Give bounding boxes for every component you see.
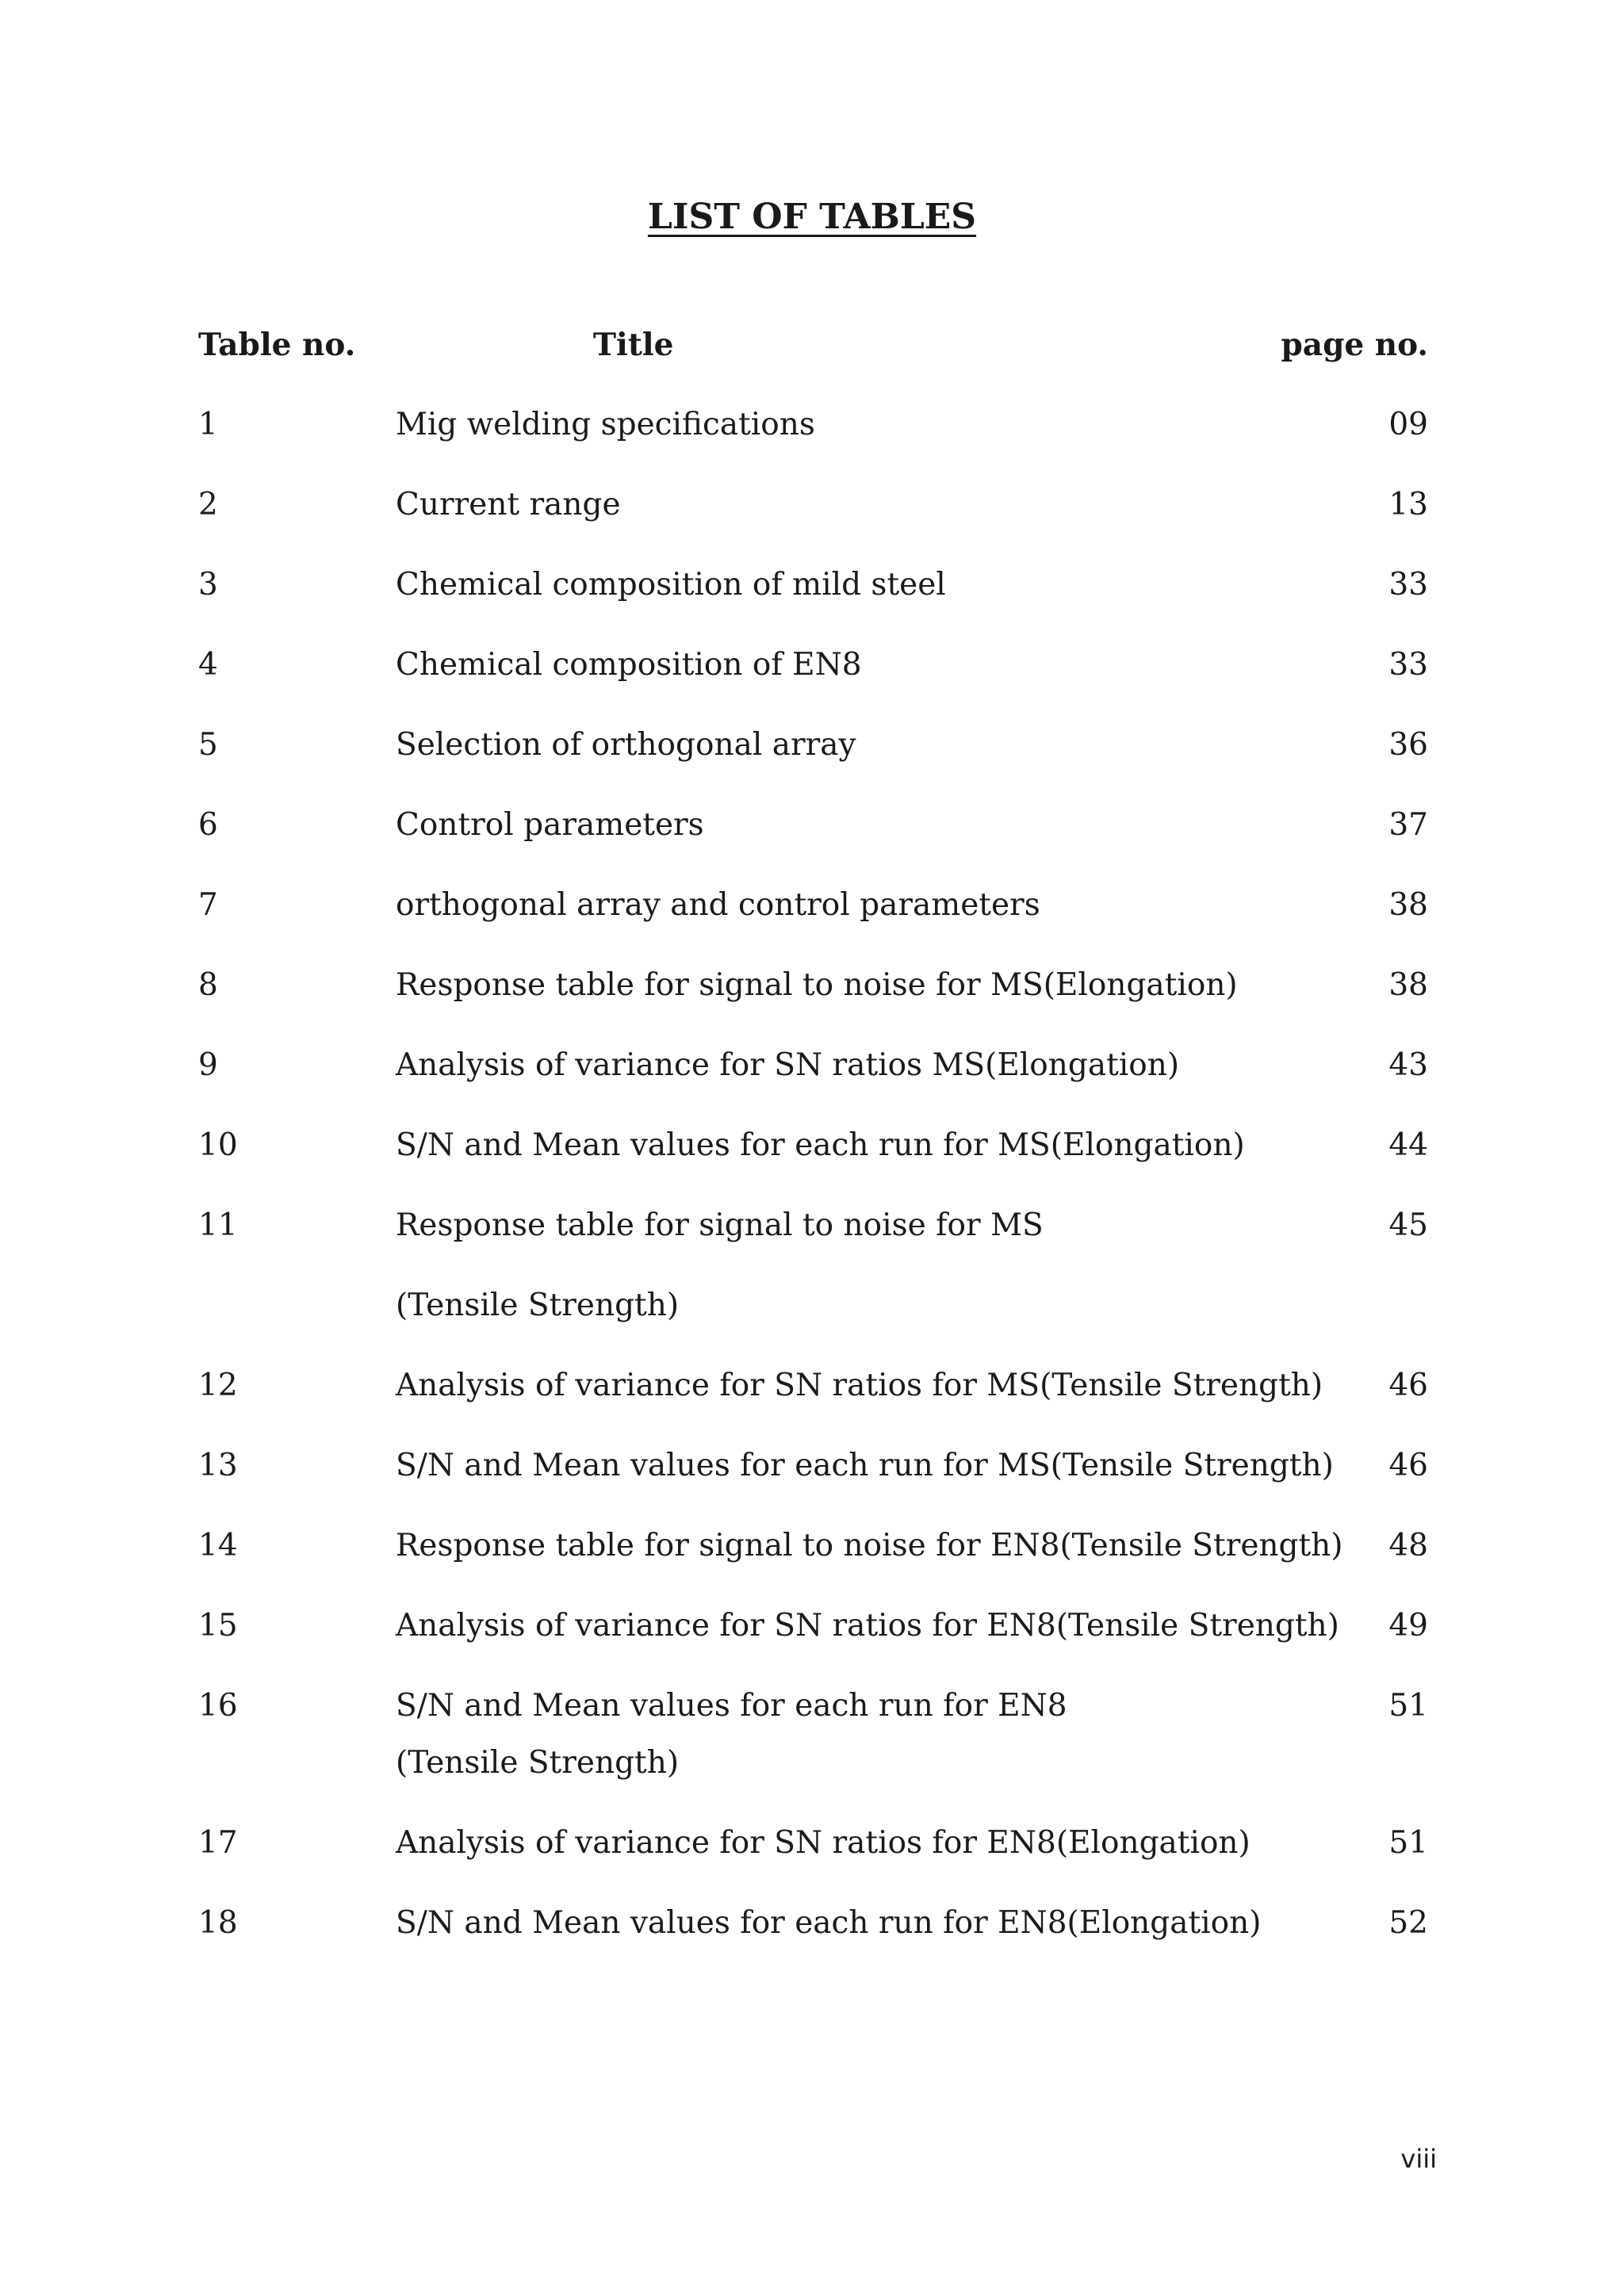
table-number: 7 <box>198 887 218 923</box>
table-row <box>198 717 1428 797</box>
page-heading-text: LIST OF TABLES <box>647 197 977 237</box>
table-number: 17 <box>198 1825 238 1861</box>
table-number: 18 <box>198 1905 238 1941</box>
table-title: Analysis of variance for SN ratios for EN8(Tensile Strength) <box>396 1608 1339 1644</box>
table-row <box>198 877 1428 957</box>
table-page-number: 38 <box>1388 967 1428 1003</box>
table-row <box>198 1678 1428 1815</box>
table-page-number: 45 <box>1388 1207 1428 1243</box>
table-list <box>198 396 1428 1975</box>
table-title: Analysis of variance for SN ratios for EN8(Elongation) <box>396 1825 1251 1861</box>
table-page-number: 44 <box>1388 1127 1428 1163</box>
table-title: Chemical composition of EN8 <box>396 647 862 683</box>
table-row <box>198 1598 1428 1678</box>
table-number: 14 <box>198 1528 238 1563</box>
table-page-number: 13 <box>1388 487 1428 522</box>
table-title: Response table for signal to noise for MS(Elongation) <box>396 967 1238 1003</box>
table-number: 15 <box>198 1608 238 1644</box>
table-row <box>198 637 1428 717</box>
column-header-title: Title <box>593 327 674 363</box>
column-header-table-no: Table no. <box>198 327 356 363</box>
table-title: S/N and Mean values for each run for MS(Tensile Strength) <box>396 1448 1334 1483</box>
table-number: 10 <box>198 1127 238 1163</box>
column-header-page-no: page no. <box>1281 327 1428 363</box>
table-number: 11 <box>198 1207 238 1243</box>
table-page-number: 38 <box>1388 887 1428 923</box>
table-title: S/N and Mean values for each run for EN8(Elongation) <box>396 1905 1262 1941</box>
table-number: 16 <box>198 1688 238 1724</box>
table-row <box>198 957 1428 1037</box>
table-row <box>198 396 1428 476</box>
table-row <box>198 1197 1428 1357</box>
table-page-number: 46 <box>1388 1368 1428 1403</box>
table-title: orthogonal array and control parameters <box>396 887 1040 923</box>
table-title: Response table for signal to noise for MS <box>396 1207 1044 1243</box>
table-row <box>198 797 1428 877</box>
table-title-continuation: (Tensile Strength) <box>396 1288 680 1323</box>
table-number: 5 <box>198 727 218 763</box>
table-title: Selection of orthogonal array <box>396 727 856 763</box>
table-page-number: 43 <box>1388 1047 1428 1083</box>
table-row <box>198 1815 1428 1895</box>
table-title: Response table for signal to noise for EN8(Tensile Strength) <box>396 1528 1343 1563</box>
table-row <box>198 476 1428 557</box>
page-heading <box>0 197 1624 237</box>
page-number: viii <box>1400 2144 1437 2174</box>
table-number: 3 <box>198 567 218 603</box>
table-page-number: 51 <box>1388 1825 1428 1861</box>
table-page-number: 49 <box>1388 1608 1428 1644</box>
table-page-number: 33 <box>1388 567 1428 603</box>
table-row <box>198 557 1428 637</box>
table-number: 13 <box>198 1448 238 1483</box>
table-row <box>198 1517 1428 1598</box>
table-title: Analysis of variance for SN ratios MS(Elongation) <box>396 1047 1180 1083</box>
table-number: 8 <box>198 967 218 1003</box>
table-number: 4 <box>198 647 218 683</box>
table-number: 2 <box>198 487 218 522</box>
table-title: S/N and Mean values for each run for EN8 <box>396 1688 1067 1724</box>
table-page-number: 09 <box>1388 407 1428 442</box>
table-number: 12 <box>198 1368 238 1403</box>
table-title: S/N and Mean values for each run for MS(Elongation) <box>396 1127 1245 1163</box>
table-row <box>198 1437 1428 1517</box>
table-title: Chemical composition of mild steel <box>396 567 946 603</box>
table-page-number: 33 <box>1388 647 1428 683</box>
table-row <box>198 1895 1428 1975</box>
table-row <box>198 1037 1428 1117</box>
table-title-continuation: (Tensile Strength) <box>396 1745 680 1781</box>
table-number: 1 <box>198 407 218 442</box>
table-title: Control parameters <box>396 807 704 843</box>
table-number: 6 <box>198 807 218 843</box>
table-title: Mig welding specifications <box>396 407 815 442</box>
table-page-number: 37 <box>1388 807 1428 843</box>
table-page-number: 48 <box>1388 1528 1428 1563</box>
table-page-number: 36 <box>1388 727 1428 763</box>
table-row <box>198 1117 1428 1197</box>
table-number: 9 <box>198 1047 218 1083</box>
table-title: Analysis of variance for SN ratios for MS(Tensile Strength) <box>396 1368 1323 1403</box>
table-page-number: 51 <box>1388 1688 1428 1724</box>
table-title: Current range <box>396 487 621 522</box>
table-page-number: 46 <box>1388 1448 1428 1483</box>
table-row <box>198 1357 1428 1437</box>
table-page-number: 52 <box>1388 1905 1428 1941</box>
